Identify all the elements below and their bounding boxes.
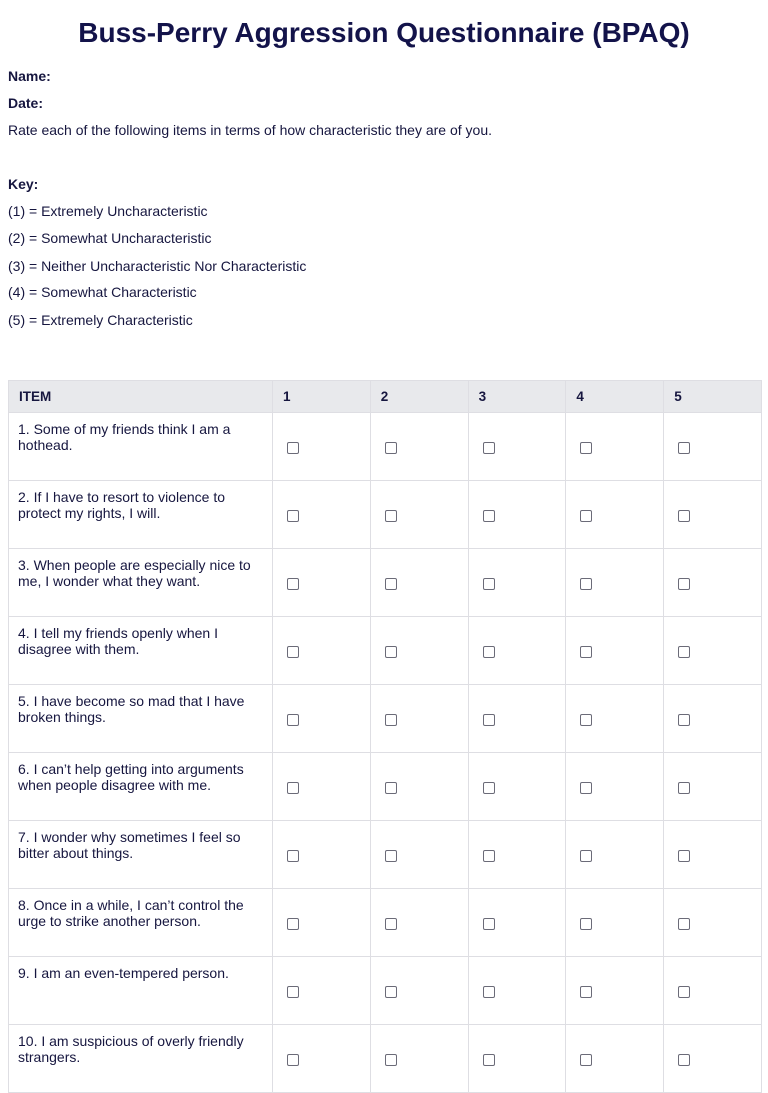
rating-checkbox[interactable] xyxy=(678,510,690,522)
name-field-label: Name: xyxy=(8,68,51,84)
table-row xyxy=(9,753,762,821)
rating-checkbox[interactable] xyxy=(385,714,397,726)
rating-checkbox[interactable] xyxy=(385,986,397,998)
key-item: (4) = Somewhat Characteristic xyxy=(8,284,197,300)
column-header-3: 3 xyxy=(468,381,566,413)
rating-checkbox[interactable] xyxy=(287,850,299,862)
table-row xyxy=(9,1025,762,1093)
page-title: Buss-Perry Aggression Questionnaire (BPAQ) xyxy=(78,17,690,48)
column-header-2: 2 xyxy=(370,381,468,413)
rating-checkbox[interactable] xyxy=(483,850,495,862)
rating-checkbox[interactable] xyxy=(580,850,592,862)
date-field-label: Date: xyxy=(8,95,44,111)
rating-checkbox[interactable] xyxy=(483,714,495,726)
column-header-1: 1 xyxy=(273,381,371,413)
rating-checkbox[interactable] xyxy=(287,986,299,998)
rating-checkbox[interactable] xyxy=(678,714,690,726)
key-item: (5) = Extremely Characteristic xyxy=(8,312,193,328)
item-text: 7. I wonder why sometimes I feel so bitter about things. xyxy=(9,821,273,889)
table-row xyxy=(9,685,762,753)
column-header-item: ITEM xyxy=(9,381,273,413)
item-text: 8. Once in a while, I can’t control the urge to strike another person. xyxy=(9,889,273,957)
rating-checkbox[interactable] xyxy=(580,646,592,658)
rating-checkbox[interactable] xyxy=(678,782,690,794)
column-header-5: 5 xyxy=(664,381,762,413)
table-header-row xyxy=(9,381,762,413)
table-row xyxy=(9,481,762,549)
key-item: (1) = Extremely Uncharacteristic xyxy=(8,203,208,219)
rating-checkbox[interactable] xyxy=(385,646,397,658)
table-row xyxy=(9,821,762,889)
rating-checkbox[interactable] xyxy=(678,646,690,658)
rating-checkbox[interactable] xyxy=(287,442,299,454)
rating-checkbox[interactable] xyxy=(483,1054,495,1066)
table-row xyxy=(9,413,762,481)
item-text: 10. I am suspicious of overly friendly strangers. xyxy=(9,1025,273,1093)
rating-checkbox[interactable] xyxy=(483,510,495,522)
rating-checkbox[interactable] xyxy=(678,986,690,998)
rating-checkbox[interactable] xyxy=(287,578,299,590)
rating-checkbox[interactable] xyxy=(580,510,592,522)
key-heading: Key: xyxy=(8,176,39,192)
rating-checkbox[interactable] xyxy=(678,578,690,590)
rating-checkbox[interactable] xyxy=(678,442,690,454)
item-text: 5. I have become so mad that I have broken things. xyxy=(9,685,273,753)
rating-checkbox[interactable] xyxy=(580,714,592,726)
item-text: 9. I am an even-tempered person. xyxy=(9,957,273,1025)
rating-checkbox[interactable] xyxy=(385,442,397,454)
key-item: (3) = Neither Uncharacteristic Nor Characteristic xyxy=(8,258,307,274)
rating-checkbox[interactable] xyxy=(678,850,690,862)
rating-checkbox[interactable] xyxy=(580,578,592,590)
key-item: (2) = Somewhat Uncharacteristic xyxy=(8,230,212,246)
rating-checkbox[interactable] xyxy=(580,442,592,454)
rating-checkbox[interactable] xyxy=(580,1054,592,1066)
rating-checkbox[interactable] xyxy=(580,986,592,998)
table-row xyxy=(9,549,762,617)
rating-checkbox[interactable] xyxy=(483,646,495,658)
rating-checkbox[interactable] xyxy=(483,578,495,590)
rating-checkbox[interactable] xyxy=(287,1054,299,1066)
table-row xyxy=(9,957,762,1025)
rating-checkbox[interactable] xyxy=(483,986,495,998)
rating-checkbox[interactable] xyxy=(287,782,299,794)
item-text: 2. If I have to resort to violence to protect my rights, I will. xyxy=(9,481,273,549)
rating-checkbox[interactable] xyxy=(385,1054,397,1066)
rating-checkbox[interactable] xyxy=(580,918,592,930)
rating-checkbox[interactable] xyxy=(385,510,397,522)
item-text: 4. I tell my friends openly when I disagree with them. xyxy=(9,617,273,685)
rating-checkbox[interactable] xyxy=(483,442,495,454)
table-row xyxy=(9,889,762,957)
item-text: 1. Some of my friends think I am a hothead. xyxy=(9,413,273,481)
rating-checkbox[interactable] xyxy=(678,1054,690,1066)
rating-checkbox[interactable] xyxy=(385,918,397,930)
rating-checkbox[interactable] xyxy=(580,782,592,794)
rating-checkbox[interactable] xyxy=(287,646,299,658)
table-row xyxy=(9,617,762,685)
rating-checkbox[interactable] xyxy=(287,714,299,726)
rating-checkbox[interactable] xyxy=(287,918,299,930)
rating-checkbox[interactable] xyxy=(483,918,495,930)
questionnaire-table xyxy=(8,380,762,1093)
rating-checkbox[interactable] xyxy=(385,578,397,590)
rating-checkbox[interactable] xyxy=(678,918,690,930)
rating-checkbox[interactable] xyxy=(287,510,299,522)
item-text: 3. When people are especially nice to me, I wonder what they want. xyxy=(9,549,273,617)
rating-checkbox[interactable] xyxy=(483,782,495,794)
rating-checkbox[interactable] xyxy=(385,850,397,862)
instructions-text: Rate each of the following items in terms of how characteristic they are of you. xyxy=(8,122,493,138)
column-header-4: 4 xyxy=(566,381,664,413)
item-text: 6. I can’t help getting into arguments when people disagree with me. xyxy=(9,753,273,821)
rating-checkbox[interactable] xyxy=(385,782,397,794)
